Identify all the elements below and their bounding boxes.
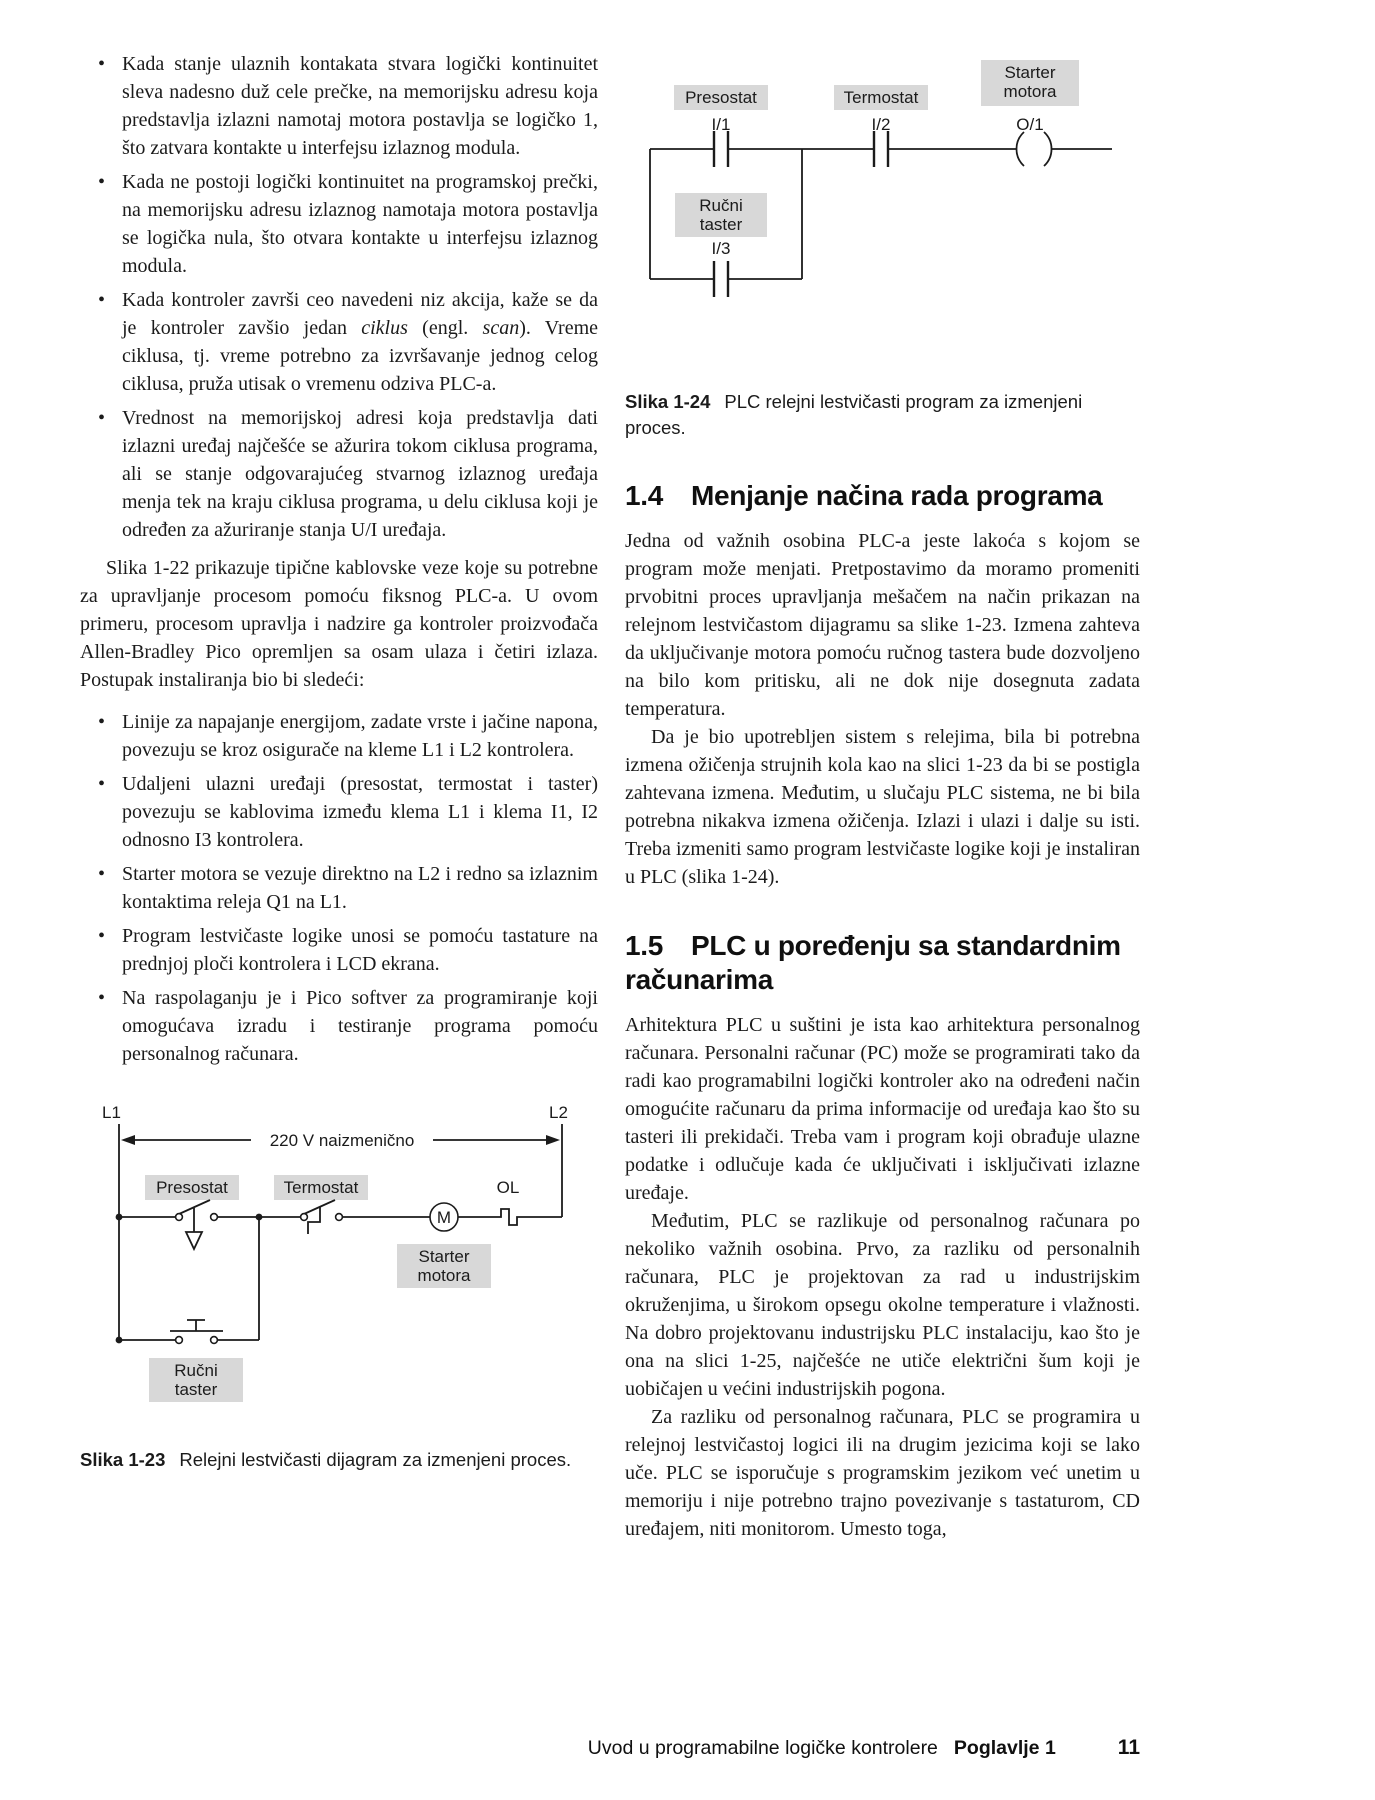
body-paragraph: Arhitektura PLC u suštini je ista kao arhitektura personalnog računara. Personalni računar (PC) može se programirati tako da radi kao programabilni logički kontroler ako na određeni način omogućite računaru da prima informacije od uređaja kao što su tasteri ili prekidači. Treba vam i program koji obrađuje ulazne podatke i odlučuje kada će uključivati i isključivati izlazne uređaje. [625,1014,1140,1204]
svg-text:Starter: Starter [1004,63,1056,82]
motor-coil-symbol [430,1203,458,1231]
list-item [80,922,598,978]
body-paragraph: Međutim, PLC se razlikuje od personalnog računara po nekoliko važnih osobina. Prvo, za razliku od personalnih računara, PLC je projektovan za rad u industrijskim okruženjima, u širokom opsegu okolne temperature i vlažnosti. Na dobro projektovanu industrijsku PLC instalaciju, kao što je ona na slici 1-25, najčešće ne utiče električni šum koji je uobičajen u većini industrijskih pogona. [625,1210,1140,1400]
svg-text:taster: taster [174,1380,218,1399]
figure-1-24 [625,54,1140,359]
svg-text:motora: motora [417,1266,471,1285]
list-item [80,770,598,854]
branch-contact-symbol [714,261,728,297]
presostat-label [674,85,768,110]
section-title: PLC u poređenju sa standardnim računarima [625,930,1121,995]
svg-text:Presostat: Presostat [685,88,757,107]
bullet-icon: • [98,773,106,795]
svg-text:motora: motora [1003,82,1057,101]
bullet-icon: • [98,289,106,311]
figure-1-24-diagram [625,54,1137,354]
rucni-taster-label [675,193,767,237]
caption-label: Slika 1-24 [625,391,711,412]
list-item [80,860,598,916]
bullet-text: Vrednost na memorijskoj adresi koja predstavlja dati izlazni uređaj najčešće se ažurira tokom ciklusa programa, ali se stanje odgovarajućeg stvarnog izlaznog uređaja menja tek na kraju ciklusa programa, u delu ciklusa koji je određen za ažuriranje stanja U/I uređaja. [122,407,598,541]
bullet-icon: • [98,171,106,193]
page-footer [80,1736,1140,1760]
bullet-text-part: Kada kontroler završi ceo navedeni niz akcija, kaže se da je kontroler zavšio jedan [122,289,598,339]
figure-1-23 [94,1102,598,1425]
svg-text:Presostat: Presostat [156,1178,228,1197]
italic-term: ciklus [361,317,408,339]
page-number: 11 [1117,1736,1140,1759]
bullet-list-top [80,50,598,544]
bullet-text: Starter motora se vezuje direktno na L2 i redno sa izlaznim kontaktima releja Q1 na L1. [122,863,598,913]
footer-section-title: Uvod u programabilne logičke kontrolere [587,1737,938,1759]
svg-text:taster: taster [699,215,743,234]
address-i2: I/2 [871,115,891,134]
svg-text:Ručni: Ručni [699,196,743,215]
right-column [625,50,1140,1543]
rucni-taster-label [149,1358,243,1402]
presostat-label [145,1175,239,1200]
caption-text: Relejni lestvičasti dijagram za izmenjeni proces. [179,1449,572,1470]
section-title: Menjanje načina rada programa [691,480,1103,511]
bullet-text: Program lestvičaste logike unosi se pomoću tastature na prednjoj ploči kontrolera i LCD ekrana. [122,925,598,975]
rail-l2-label: L2 [549,1103,568,1122]
svg-text:Termostat: Termostat [843,88,919,107]
overload-symbol [498,1209,520,1225]
list-item [80,168,598,280]
italic-term: scan [482,317,520,339]
overload-label: OL [496,1178,520,1197]
section-1-5-heading [625,929,1140,997]
bullet-icon: • [98,987,106,1009]
caption-label: Slika 1-23 [80,1449,166,1470]
figure-1-24-caption [625,389,1140,441]
svg-text:Termostat: Termostat [283,1178,359,1197]
bullet-text: Udaljeni ulazni uređaji (presostat, termostat i taster) povezuju se kablovima između klema L1 i klema I1, I2 odnosno I3 kontrolera. [122,773,598,851]
figure-1-23-caption [80,1447,598,1473]
bullet-text: Na raspolaganju je i Pico softver za programiranje koji omogućava izradu i testiranje programa pomoću personalnog računara. [122,987,598,1065]
bullet-icon: • [98,407,106,429]
bullet-list-install [80,708,598,1068]
voltage-label: 220 V naizmenično [269,1131,415,1150]
footer-chapter: Poglavlje 1 [953,1737,1056,1759]
address-i1: I/1 [711,115,731,134]
termostat-label [274,1175,368,1200]
list-item [80,286,598,398]
address-o1: O/1 [1016,115,1044,134]
bullet-icon: • [98,863,106,885]
rail-l1-label: L1 [102,1103,121,1122]
intro-paragraph: Slika 1-22 prikazuje tipične kablovske veze koje su potrebne za upravljanje procesom pomoću fiksnog PLC-a. U ovom primeru, procesom upravlja i nadzire ga kontroler proizvođača Allen-Bradley Pico opremljen sa osam ulaza i četiri izlaza. Postupak instaliranja bio bi sledeći: [80,557,598,691]
voltage-span-arrow [121,1131,560,1150]
address-i3: I/3 [711,239,731,258]
svg-text:Starter: Starter [418,1247,470,1266]
list-item [80,708,598,764]
body-paragraph: Za razliku od personalnog računara, PLC se programira u relejnoj lestvičastoj logici ili na drugim jezicima koji se lako uče. PLC se isporučuje s programskim jezikom već unetim u memoriju i nije potrebno trajno povezivanje s tastaturom, CD uređajem, niti monitorom. Umesto toga, [625,1406,1140,1540]
section-number: 1.4 [625,480,664,511]
list-item [80,404,598,544]
caption-text: PLC relejni lestvičasti program za izmenjeni proces. [625,391,1083,438]
bullet-text [122,286,598,398]
bullet-icon: • [98,711,106,733]
bullet-icon: • [98,925,106,947]
starter-motora-label [981,60,1079,106]
body-paragraph: Da je bio upotrebljen sistem s relejima, bila bi potrebna izmena ožičenja strujnih kola kao na slici 1-23 da bi se postigla zahtevana izmena. Međutim, u slučaju PLC sistema, ne bi bila potrebna nikakva izmena ožičenja. Izlazi i ulazi i dalje su isti. Treba izmeniti samo program lestvičaste logike koji je instaliran u PLC (slika 1-24). [625,726,1140,888]
list-item [80,50,598,162]
bullet-text-part: ). Vreme ciklusa, tj. vreme potrebno za izvršavanje jednog celog ciklusa, pruža utisak o vremenu odziva PLC-a. [122,317,599,395]
section-number: 1.5 [625,930,664,961]
bullet-text: Linije za napajanje energijom, zadate vrste i jačine napona, povezuju se kroz osigurače na kleme L1 i L2 kontrolera. [122,711,598,761]
thermostat-switch-symbol [301,1200,343,1234]
svg-text:Ručni: Ručni [174,1361,218,1380]
bullet-text-part: (engl. [407,317,483,339]
starter-motora-label [397,1244,491,1288]
push-button-symbol [170,1320,223,1343]
bullet-text: Kada ne postoji logički kontinuitet na programskoj prečki, na memorijsku adresu izlaznog namotaja motora postavlja se logička nula, što otvara kontakte u interfejsu izlaznog modula. [122,171,598,277]
bullet-icon: • [98,53,106,75]
list-item [80,984,598,1068]
figure-1-23-diagram [94,1102,609,1420]
section-1-4-heading [625,479,1140,513]
svg-text:M: M [436,1208,452,1227]
branch-line [119,1217,259,1340]
left-column [80,50,598,1473]
termostat-label [834,85,928,110]
pressure-switch-symbol [176,1200,218,1249]
output-coil-symbol [1016,132,1051,166]
bullet-text: Kada stanje ulaznih kontakata stvara logički kontinuitet sleva nadesno duž cele prečke, na memorijsku adresu koja predstavlja izlazni namotaj motora postavlja se logičko 1, što zatvara kontakte u interfejsu izlaznog modula. [122,53,598,159]
junction-dot [116,1214,123,1221]
body-paragraph: Jedna od važnih osobina PLC-a jeste lakoća s kojom se program može menjati. Pretpostavimo da moramo promeniti prvobitni proces upravljanja mešačem na način prikazan na relejnom lestvičastom dijagramu sa slike 1-23. Izmena zahteva da uključivanje motora pomoću ručnog tastera bude dozvoljeno na bilo kom pritisku, ali ne dok nije dosegnuta zadata temperatura. [625,530,1140,720]
